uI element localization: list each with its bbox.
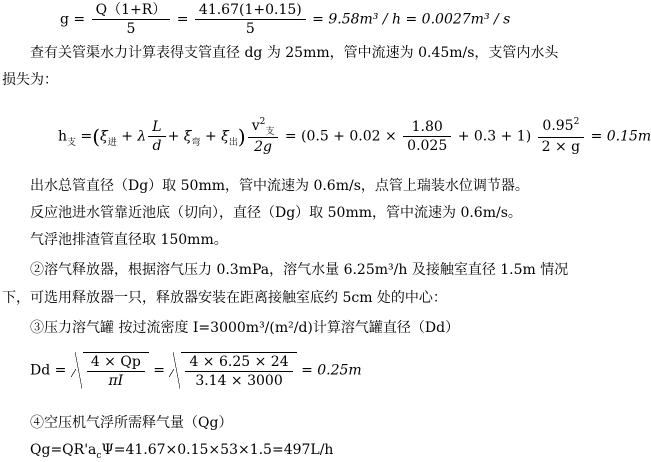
formula-h-calc-b: + 0.3 + 1) <box>457 128 532 145</box>
formula-h-fraction-095 <box>538 118 585 155</box>
formula-h-095: 0.95 <box>542 118 574 134</box>
formula-h-lambda: + λ <box>121 128 147 145</box>
line-releaser-cont: 下，可选用释放器一只，释放器安装在距离接触室底约 5cm 处的中心： <box>2 290 447 306</box>
line-tank: ③压力溶气罐 按过流密度 I=3000m³/(m²/d)计算溶气罐直径（Dd） <box>30 320 460 336</box>
formula-h <box>58 118 651 155</box>
formula-h-2g: 2g <box>254 139 272 155</box>
formula-h-095-sup: 2 <box>573 117 580 127</box>
formula-dd-s2-numerator: 4 × 6.25 × 24 <box>185 354 292 372</box>
formula-dd-s1-numerator: 4 × Qp <box>87 354 145 372</box>
formula-h-xi2: + ξ <box>167 128 192 145</box>
formula-h-eq: = <box>80 128 93 145</box>
line-qg <box>30 442 333 460</box>
line-slag-pipe: 气浮池排渣管直径取 150mm。 <box>30 232 228 248</box>
formula-g-eq1: = <box>176 11 189 28</box>
formula-h-0025: 0.025 <box>407 138 448 154</box>
formula-h-v: v <box>251 118 260 134</box>
line-qg-head: Qg=QR'a <box>30 442 97 458</box>
formula-h-paren-open: ( <box>92 124 101 149</box>
formula-h-095-numerator <box>538 118 585 138</box>
formula-h-d: d <box>152 138 162 154</box>
formula-h-xi3: + ξ <box>204 128 229 145</box>
formula-g-frac1-denominator: 5 <box>126 21 136 37</box>
formula-dd-lhs: Dd = <box>30 362 67 379</box>
line-main-pipe: 出水总管直径（Dg）取 50mm，管中流速为 0.6m/s，点管上瑞装水位调节器。 <box>30 178 529 194</box>
formula-dd-s1-denominator: πI <box>108 373 124 389</box>
formula-h-result: = 0.15m <box>590 128 651 145</box>
formula-h-calc-a: = (0.5 + 0.02 × <box>284 128 397 145</box>
formula-g-frac1-numerator: Q（1+R） <box>92 2 171 20</box>
formula-h-xi1: ξ <box>100 128 108 145</box>
sqrt-2 <box>169 352 296 389</box>
formula-g <box>60 2 510 37</box>
formula-h-xi1-sub: 进 <box>107 137 117 148</box>
formula-h-v2-numerator <box>248 118 279 138</box>
formula-h-lhs: h <box>58 128 68 145</box>
formula-dd-eq: = <box>153 362 165 379</box>
formula-h-lhs-sub: 支 <box>67 137 77 148</box>
formula-h-fraction-v2 <box>248 118 279 155</box>
formula-g-result: = 9.58m³ / h = 0.0027m³ / s <box>312 11 511 28</box>
formula-dd-s2-denominator: 3.14 × 3000 <box>195 373 283 389</box>
formula-h-v-sub: 支 <box>265 127 275 137</box>
formula-h-xi2-sub: 弯 <box>191 137 201 148</box>
formula-h-fraction-180 <box>403 119 451 154</box>
formula-g-frac2-denominator: 5 <box>245 21 255 37</box>
sqrt-1 <box>71 352 149 389</box>
formula-h-v-sup: 2 <box>259 117 266 127</box>
formula-h-L: L <box>148 119 165 137</box>
line-qg-rest: Ψ=41.67×0.15×53×1.5=497L/h <box>101 442 334 458</box>
formula-h-paren-close: ) <box>237 124 246 149</box>
formula-dd-result: = 0.25m <box>301 362 362 379</box>
formula-g-lhs: g = <box>60 11 86 28</box>
line-releaser: ②溶气释放器，根据溶气压力 0.3mPa，溶气水量 6.25m³/h 及接触室直径 1.5m 情况 <box>30 262 569 278</box>
formula-g-frac2-numerator: 41.67(1+0.15) <box>195 2 306 20</box>
formula-h-2xg: 2 × g <box>541 139 581 155</box>
formula-dd-fraction-2 <box>185 354 292 389</box>
formula-dd-fraction-1 <box>87 354 145 389</box>
formula-dd <box>30 352 362 389</box>
line-reaction-tank: 反应池进水管靠近池底（切向），直径（Dg）取 50mm，管中流速为 0.6m/s。 <box>30 205 522 221</box>
formula-g-fraction-2 <box>195 2 306 37</box>
paragraph-branch-pipe-cont: 损失为： <box>2 72 58 88</box>
formula-h-fraction-l-d <box>148 119 165 154</box>
line-qg-sub: c <box>96 451 102 461</box>
formula-g-fraction-1 <box>92 2 171 37</box>
paragraph-branch-pipe: 查有关管渠水力计算表得支管直径 dg 为 25mm，管中流速为 0.45m/s，支管内水头 <box>30 45 559 61</box>
formula-h-xi3-sub: 出 <box>228 137 238 148</box>
formula-h-180: 1.80 <box>403 119 451 137</box>
line-air: ④空压机气浮所需释气量（Qg） <box>30 415 233 431</box>
